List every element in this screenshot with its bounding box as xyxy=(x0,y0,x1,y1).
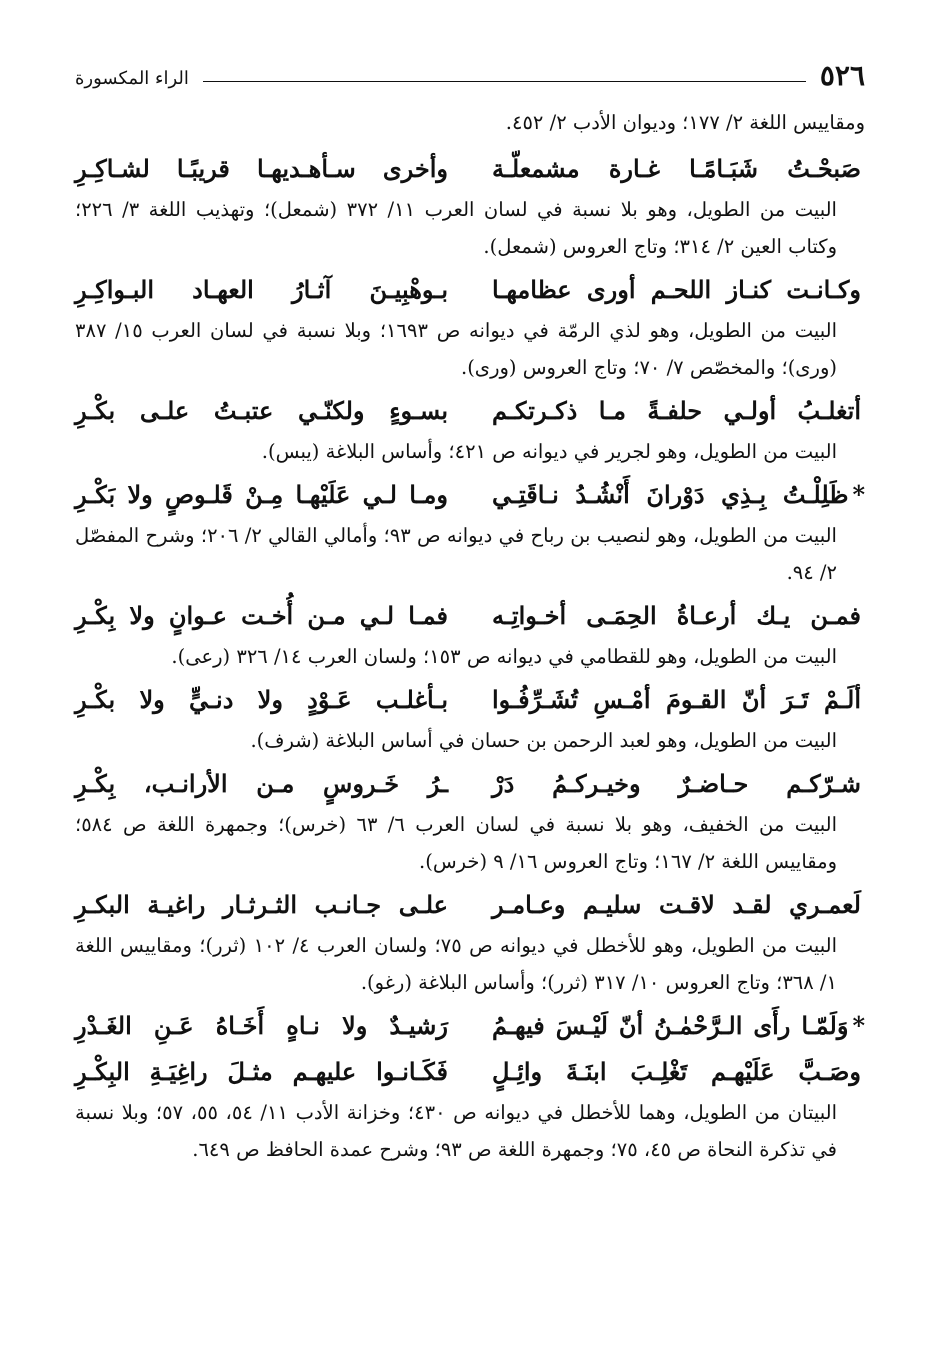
entries xyxy=(75,104,865,1168)
verse-line xyxy=(75,268,865,312)
reference-note: البيتان من الطويل، وهما للأخطل في ديوانه ص ٤٣٠؛ وخزانة الأدب ١١/ ٥٤، ٥٥، ٥٧؛ وبلا نسبة في تذكرة النحاة ص ٤٥، ٧٥؛ وجمهرة اللغة ص ٩٣؛ وشرح عمدة الحافظ ص ٦٤٩. xyxy=(75,1101,837,1161)
verse-first-hemistich: وكـانـت كنـاز اللحـم أورى عظامهـا xyxy=(492,275,861,304)
reference-note: البيت من الطويل، وهو للقطامي في ديوانه ص ١٥٣؛ ولسان العرب ١٤/ ٣٢٦ (رعى). xyxy=(171,645,837,668)
verse-second-hemistich: فمـا لـي مـن أُخـت عـوانٍ ولا بِكْـرِ xyxy=(75,601,448,630)
page-number: ٥٢٦ xyxy=(819,59,865,92)
verse-first-hemistich: شـرّكـم حـاضـرٌ وخيـركـمُ دَرْ xyxy=(492,769,861,798)
chapter-title: الراء المكسورة xyxy=(75,68,189,89)
star-marker: * xyxy=(852,480,865,509)
verse-second-hemistich: وأخرى سـأهـديهـا قريبًـا لشـاكِـرِ xyxy=(75,154,448,183)
verse-line xyxy=(75,883,865,927)
verse-first-hemistich: *ظَلِلْـتُ بِـذِي دَوْرانَ أَنْشُـدُ نـاقَتِـي xyxy=(492,480,865,509)
verse-second-hemistich: ـرُ خَـروسٍ مـن الأرانـب، بِكْـرِ xyxy=(75,769,448,798)
verse-second-hemistich: فَكَـانـوا عليهـم مثـلَ راغِيَـةِ البِكْـرِ xyxy=(75,1057,448,1086)
verse-second-hemistich: ومـا لـي عَلَيْهـا مِـنْ قَلـوصٍ ولا بَكْـرِ xyxy=(75,480,448,509)
verse-second-hemistich: بسـوءٍ ولكنّـي عتبـتُ علـى بكْـرِ xyxy=(75,396,448,425)
star-marker: * xyxy=(852,1011,865,1040)
reference-note: البيت من الطويل، وهو للأخطل في ديوانه ص ٧٥؛ ولسان العرب ٤/ ١٠٢ (ثرر)؛ ومقاييس اللغة ١/ ٣٦٨؛ وتاج العروس ١٠/ ٣١٧ (ثرر)؛ وأساس البلاغة (رغو). xyxy=(75,934,837,994)
verse-second-hemistich: بـأغلـب عَـوْدٍ ولا دنـيٍّ ولا بكْـرِ xyxy=(75,685,448,714)
verse-line xyxy=(75,1050,865,1094)
verse-line xyxy=(75,147,865,191)
verse-line xyxy=(75,389,865,433)
verse-first-hemistich: ألَـمْ تَـرَ أنّ القـومَ أمْـسِ تُشَـرِّفُـوا xyxy=(492,685,861,714)
verse-second-hemistich: رَشيـدٌ ولا نـاهٍ أَخَـاهُ عَـنِ الغَـدْرِ xyxy=(75,1011,448,1040)
verse-line xyxy=(75,473,865,517)
verse-second-hemistich: علـى جـانـب الثـرثـار راغيـة البكـرِ xyxy=(75,890,448,919)
verse-first-hemistich: صَبحْـتُ شَبَـامًـا غـارة مشمعلّـة xyxy=(492,154,861,183)
verse-line xyxy=(75,1004,865,1048)
verse-second-hemistich: بـوهْبِيـنَ آثـارُ العهـاد البـواكِـرِ xyxy=(75,275,448,304)
verse-first-hemistich: *وَلَمّـا رأَى الـرَّحْمٰـنُ أنّ لَيْـسَ فيهـمُ xyxy=(492,1011,865,1040)
verse-line xyxy=(75,678,865,722)
header-rule xyxy=(203,81,806,82)
reference-note: ومقاييس اللغة ٢/ ١٧٧؛ وديوان الأدب ٢/ ٤٥٢. xyxy=(505,111,865,134)
verse-line xyxy=(75,594,865,638)
reference-note: البيت من الطويل، وهو بلا نسبة في لسان العرب ١١/ ٣٧٢ (شمعل)؛ وتهذيب اللغة ٣/ ٢٢٦؛ وكتاب العين ٢/ ٣١٤؛ وتاج العروس (شمعل). xyxy=(75,198,837,258)
reference-note: البيت من الطويل، وهو لنصيب بن رباح في ديوانه ص ٩٣؛ وأمالي القالي ٢/ ٢٠٦؛ وشرح المفصّل ٢/ ٩٤. xyxy=(75,524,837,584)
verse-first-hemistich: وصَـبَّ عَلَيْهـم تَغْلِـبَ ابنَـةَ وائِـلٍ xyxy=(492,1057,861,1086)
verse-line xyxy=(75,762,865,806)
verse-first-hemistich: لَعمـري لقـد لاقـت سليـم وعـامـر xyxy=(492,890,861,919)
reference-note: البيت من الخفيف، وهو بلا نسبة في لسان العرب ٦/ ٦٣ (خرس)؛ وجمهرة اللغة ص ٥٨٤؛ ومقاييس اللغة ٢/ ١٦٧؛ وتاج العروس ١٦/ ٩ (خرس). xyxy=(75,813,837,873)
reference-note: البيت من الطويل، وهو لعبد الرحمن بن حسان في أساس البلاغة (شرف). xyxy=(250,729,837,752)
verse-first-hemistich: أتغلـبُ أولـي حلفـةً مـا ذكـرتكـم xyxy=(492,396,861,425)
verse-first-hemistich: فمـن يـك أرعـاةُ الحِمَـى أخـواتِـه xyxy=(492,601,861,630)
page-header xyxy=(75,50,865,90)
reference-note: البيت من الطويل، وهو لذي الرمّة في ديوانه ص ١٦٩٣؛ وبلا نسبة في لسان العرب ١٥/ ٣٨٧ (ورى)؛ والمخصّص ٧/ ٧٠؛ وتاج العروس (ورى). xyxy=(75,319,837,379)
reference-note: البيت من الطويل، وهو لجرير في ديوانه ص ٤٢١؛ وأساس البلاغة (يبس). xyxy=(261,440,837,463)
